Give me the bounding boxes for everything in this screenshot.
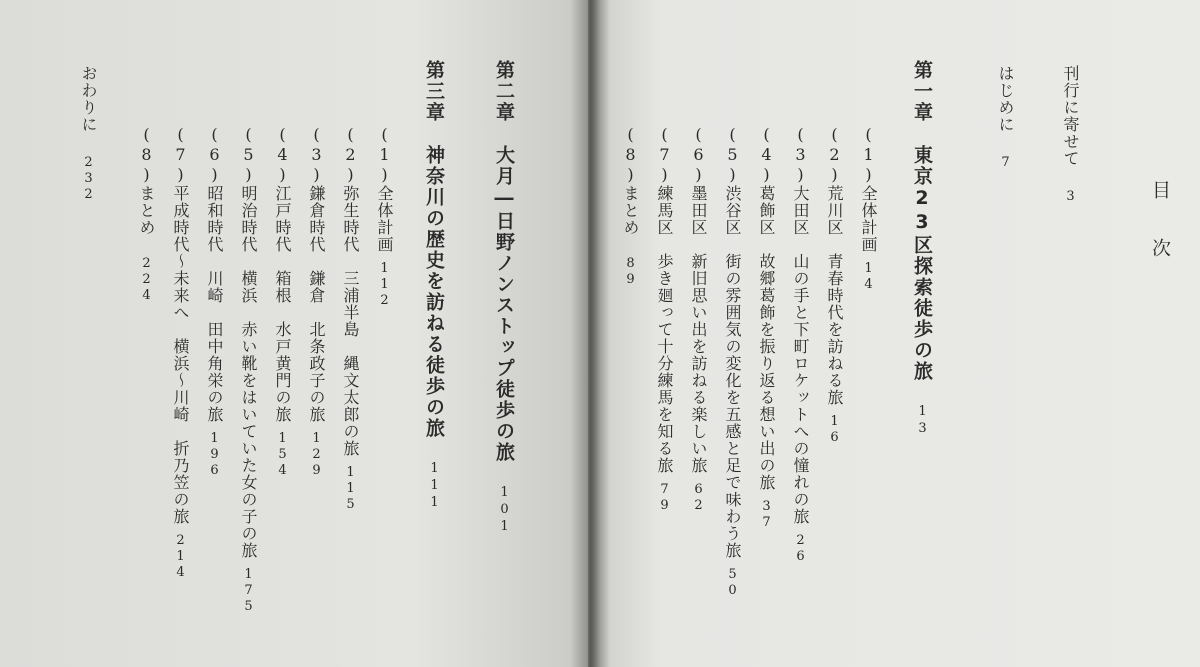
- chapter-3-heading: [424, 60, 443, 512]
- toc-entry: (1)全体計画14: [859, 125, 878, 293]
- toc-entry: (2)荒川区 青春時代を訪ねる旅16: [825, 125, 844, 446]
- toc-title: 目 次: [1149, 180, 1171, 267]
- chapter-number: 第二章: [493, 60, 515, 123]
- toc-entry: (3)大田区 山の手と下町ロケットへの憧れの旅26: [791, 125, 810, 565]
- chapter-name: 大月―日野ノンストップ徒歩の旅: [493, 145, 515, 463]
- chapter-number: 第三章: [423, 60, 445, 123]
- page-number: 7: [998, 155, 1013, 171]
- entry-label: 刊行に寄せて: [1061, 65, 1080, 167]
- toc-entry: (4)江戸時代 箱根 水戸黄門の旅154: [273, 125, 292, 479]
- toc-entry: (8)まとめ224: [137, 125, 156, 304]
- toc-entry: (2)弥生時代 三浦半島 縄文太郎の旅115: [341, 125, 360, 513]
- entry-label: おわりに: [79, 65, 98, 133]
- page-number: 3: [1063, 189, 1078, 205]
- toc-entry-foreword: [1062, 65, 1078, 205]
- toc-entry: (1)全体計画112: [375, 125, 394, 309]
- chapter-number: 第一章: [911, 60, 933, 123]
- toc-entry: (4)葛飾区 故郷葛飾を振り返る想い出の旅37: [757, 125, 776, 531]
- page-number: 13: [915, 404, 930, 438]
- chapter-2-heading: [494, 60, 513, 536]
- page-number: 111: [427, 461, 442, 512]
- toc-entry-intro: [997, 65, 1013, 171]
- toc-entry: (7)練馬区 歩き廻って十分練馬を知る旅79: [655, 125, 674, 514]
- toc-entry: (5)渋谷区 街の雰囲気の変化を五感と足で味わう旅50: [723, 125, 742, 599]
- toc-entry: (7)平成時代～未来へ 横浜～川崎 折乃笠の旅214: [171, 125, 190, 581]
- book-gutter: [570, 0, 610, 667]
- page-number: 232: [81, 155, 96, 203]
- toc-entry-outro: [80, 65, 96, 203]
- toc-entry: (3)鎌倉時代 鎌倉 北条政子の旅129: [307, 125, 326, 479]
- page-number: 101: [497, 485, 512, 536]
- toc-entry: (8)まとめ89: [621, 125, 640, 288]
- chapter-1-heading: [912, 60, 931, 438]
- toc-entry: (5)明治時代 横浜 赤い靴をはいていた女の子の旅175: [239, 125, 258, 615]
- entry-label: はじめに: [996, 65, 1015, 133]
- chapter-name: 東京23区探索徒歩の旅: [911, 145, 933, 382]
- toc-entry: (6)墨田区 新旧思い出を訪ねる楽しい旅62: [689, 125, 708, 514]
- toc-entry: (6)昭和時代 川崎 田中角栄の旅196: [205, 125, 224, 479]
- chapter-name: 神奈川の歴史を訪ねる徒歩の旅: [423, 145, 445, 439]
- right-page: [588, 0, 1200, 667]
